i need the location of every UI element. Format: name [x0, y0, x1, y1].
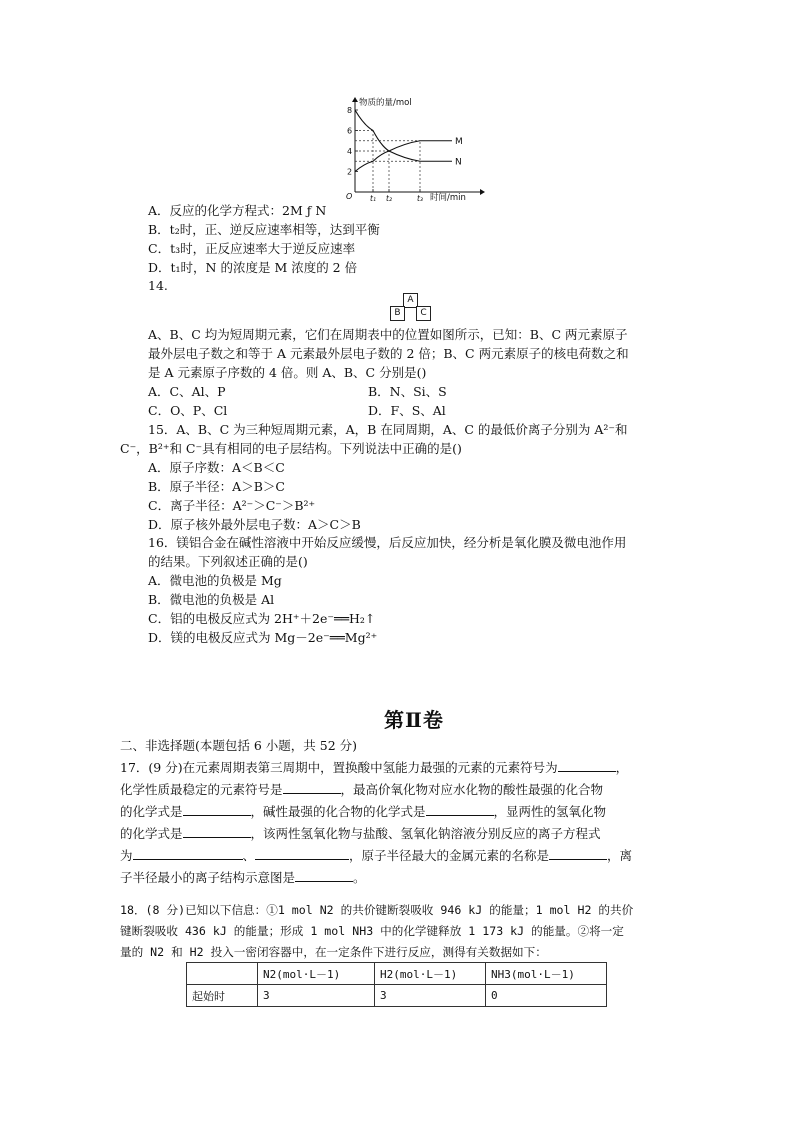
- table-header-row: [187, 963, 607, 985]
- answer-blank[interactable]: [295, 867, 353, 882]
- q17-text: 17．(9 分)在元素周期表第三周期中，置换酸中氢能力最强的元素的元素符号为: [120, 760, 558, 775]
- q16-option-a: A．微电池的负极是 Mg: [148, 573, 282, 588]
- q13-option-c: C．t₃时，正反应速率大于逆反应速率: [148, 241, 356, 256]
- data-table: [186, 962, 607, 1007]
- q15-option-a: A．原子序数：A＜B＜C: [148, 460, 285, 475]
- table-cell: 3: [258, 985, 375, 1007]
- q14-stem-line1: A、B、C 均为短周期元素，它们在周期表中的位置如图所示，已知：B、C 两元素原子: [148, 327, 628, 342]
- y-tick-label: 8: [347, 106, 353, 115]
- table-header-cell: [187, 963, 258, 985]
- table-cell: 0: [486, 985, 607, 1007]
- x-axis-label: 时间/min: [430, 193, 466, 203]
- q14-option-d: D．F、S、Al: [368, 403, 446, 418]
- q16-stem-line1: 16．镁铝合金在碱性溶液中开始反应缓慢，后反应加快，经分析是氧化膜及微电池作用: [148, 535, 627, 550]
- q15-option-c: C．离子半径：A²⁻＞C⁻＞B²⁺: [148, 498, 316, 513]
- series-line-n: [355, 110, 452, 161]
- q14-stem-line3: 是 A 元素原子序数的 4 倍。则 A、B、C 分别是(): [148, 365, 427, 380]
- q16-stem-line2: 的结果。下列叙述正确的是(): [148, 554, 308, 569]
- q17-text: ，碱性最强的化合物的化学式是: [250, 804, 426, 819]
- q17-text: 子半径最小的离子结构示意图是: [120, 870, 296, 885]
- q14-number: 14.: [148, 278, 168, 293]
- y-tick-label: 4: [347, 147, 353, 156]
- table-header-cell: N2(mol·L－1): [258, 963, 375, 985]
- cell-c: C: [416, 306, 431, 321]
- x-tick-label: t₃: [417, 194, 423, 203]
- q17-text: 。: [353, 870, 366, 885]
- series-line-m: [355, 141, 452, 172]
- q17-text: 、: [242, 848, 256, 863]
- periodic-table-fragment: [388, 293, 438, 323]
- answer-blank[interactable]: [426, 801, 494, 816]
- q17-line3: [120, 801, 606, 821]
- q14-option-a: A．C、Al、P: [148, 384, 226, 399]
- q18-line3: 量的 N2 和 H2 投入一密闭容器中，在一定条件下进行反应，测得有关数据如下：: [120, 945, 547, 959]
- table-row: [187, 985, 607, 1007]
- section-heading: 二、非选择题(本题包括 6 小题，共 52 分): [120, 738, 358, 753]
- q18-line1: 18．(8 分)已知以下信息：①1 mol N2 的共价键断裂吸收 946 kJ 的能量；1 mol H2 的共价: [120, 903, 634, 917]
- cell-b: B: [390, 306, 405, 321]
- table-header-cell: H2(mol·L－1): [375, 963, 486, 985]
- q16-option-b: B．微电池的负极是 Al: [148, 592, 275, 607]
- q17-text: ，显两性的氢氧化物: [493, 804, 607, 819]
- section-title: 第Ⅱ卷: [384, 708, 444, 732]
- q17-text: 的化学式是: [120, 804, 183, 819]
- answer-blank[interactable]: [183, 801, 251, 816]
- q17-line5: [120, 845, 632, 865]
- answer-blank[interactable]: [283, 779, 341, 794]
- q17-text: ，原子半径最大的金属元素的名称是: [349, 848, 550, 863]
- q17-text: 为: [120, 848, 133, 863]
- q17-text: 的化学式是: [120, 826, 183, 841]
- q17-text: ，: [615, 760, 629, 775]
- x-tick-label: t₂: [386, 194, 392, 203]
- q14-option-c: C．O、P、Cl: [148, 403, 228, 418]
- q17-line1: [120, 757, 628, 777]
- series-label-m: M: [455, 136, 463, 147]
- q16-option-d: D．镁的电极反应式为 Mg－2e⁻══Mg²⁺: [148, 630, 378, 645]
- q14-option-b: B．N、Si、S: [368, 384, 447, 399]
- x-axis-arrow: [480, 189, 485, 195]
- q13-option-d: D．t₁时，N 的浓度是 M 浓度的 2 倍: [148, 260, 358, 275]
- q18-line2: 键断裂吸收 436 kJ 的能量；形成 1 mol NH3 中的化学键释放 1 173 kJ 的能量。②将一定: [120, 924, 624, 938]
- y-axis-arrow: [352, 97, 358, 102]
- q15-stem-line1: 15．A、B、C 为三种短周期元素，A，B 在同周期，A、C 的最低价离子分别为 A²⁻和: [148, 422, 628, 437]
- series-label-n: N: [455, 157, 462, 168]
- reaction-chart: [340, 96, 490, 204]
- q17-line6: [120, 867, 366, 887]
- q17-text: ，该两性氢氧化物与盐酸、氢氧化钠溶液分别反应的离子方程式: [250, 826, 601, 841]
- table-header-cell: NH3(mol·L－1): [486, 963, 607, 985]
- q15-option-d: D．原子核外最外层电子数：A＞C＞B: [148, 517, 361, 532]
- q13-option-b: B．t₂时，正、逆反应速率相等，达到平衡: [148, 222, 380, 237]
- q15-option-b: B．原子半径：A＞B＞C: [148, 479, 285, 494]
- y-tick-label: 2: [347, 167, 353, 177]
- answer-blank[interactable]: [558, 757, 616, 772]
- x-tick-label: t₁: [370, 194, 376, 203]
- q17-text: ，离: [607, 848, 633, 863]
- q15-stem-line2: C⁻，B²⁺和 C⁻具有相同的电子层结构。下列说法中正确的是(): [120, 441, 462, 456]
- answer-blank[interactable]: [133, 845, 243, 860]
- q17-line2: [120, 779, 603, 799]
- answer-blank[interactable]: [183, 823, 251, 838]
- q16-option-c: C．铝的电极反应式为 2H⁺＋2e⁻══H₂↑: [148, 611, 376, 626]
- answer-blank[interactable]: [255, 845, 349, 860]
- table-row-label: 起始时: [187, 985, 258, 1007]
- y-tick-label: 6: [347, 126, 353, 136]
- y-axis-label: 物质的量/mol: [359, 98, 412, 108]
- q17-line4: [120, 823, 601, 843]
- q14-stem-line2: 最外层电子数之和等于 A 元素最外层电子数的 2 倍；B、C 两元素原子的核电荷数之和: [148, 346, 629, 361]
- answer-blank[interactable]: [549, 845, 607, 860]
- table-cell: 3: [375, 985, 486, 1007]
- cell-a: A: [403, 293, 418, 308]
- origin-label: O: [346, 192, 353, 201]
- q17-text: ，最高价氧化物对应水化物的酸性最强的化合物: [340, 782, 604, 797]
- q13-option-a: A．反应的化学方程式：2M ƒ N: [148, 203, 327, 218]
- q17-text: 化学性质最稳定的元素符号是: [120, 782, 283, 797]
